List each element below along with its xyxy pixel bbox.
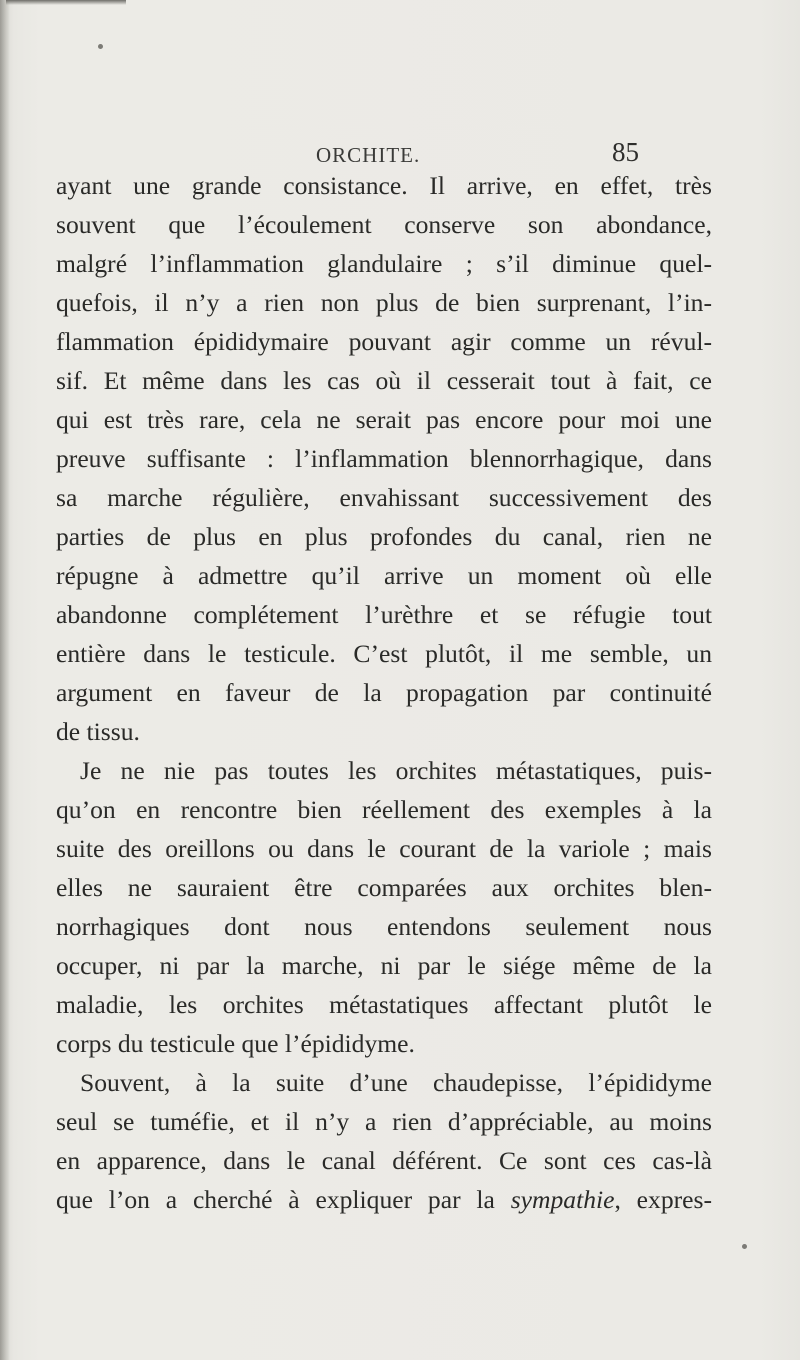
text-segment: que l’on a cherché à expliquer par la: [56, 1185, 511, 1214]
text-line: qu’on en rencontre bien réellement des exemples à la: [56, 795, 712, 824]
page-speck: [742, 1244, 747, 1249]
text-line: en apparence, dans le canal déférent. Ce sont ces cas-là: [56, 1146, 712, 1175]
text-line: de tissu.: [56, 717, 140, 746]
text-line: norrhagiques dont nous entendons seulement nous: [56, 912, 712, 941]
text-line: elles ne sauraient être comparées aux orchites blen-: [56, 873, 712, 902]
text-line: preuve suffisante : l’inflammation blennorrhagique, dans: [56, 444, 712, 473]
page-binding-edge: [0, 0, 10, 1360]
text-line: Souvent, à la suite d’une chaudepisse, l’épididyme: [80, 1068, 712, 1097]
text-line: corps du testicule que l’épididyme.: [56, 1029, 415, 1058]
text-line: quefois, il n’y a rien non plus de bien surprenant, l’in-: [56, 288, 712, 317]
page-number: 85: [612, 137, 639, 167]
text-line: sif. Et même dans les cas où il cesserait tout à fait, ce: [56, 366, 712, 395]
text-line: entière dans le testicule. C’est plutôt, il me semble, un: [56, 639, 712, 668]
text-line: suite des oreillons ou dans le courant de la variole ; mais: [56, 834, 712, 863]
text-line: Je ne nie pas toutes les orchites métastatiques, puis-: [80, 756, 712, 785]
text-line: sa marche régulière, envahissant successivement des: [56, 483, 712, 512]
text-line: abandonne complétement l’urèthre et se réfugie tout: [56, 600, 712, 629]
page-speck: [98, 44, 103, 49]
text-line: malgré l’inflammation glandulaire ; s’il diminue quel-: [56, 249, 712, 278]
text-line: parties de plus en plus profondes du canal, rien ne: [56, 522, 712, 551]
text-line: qui est très rare, cela ne serait pas encore pour moi une: [56, 405, 712, 434]
text-line: souvent que l’écoulement conserve son abondance,: [56, 210, 712, 239]
italic-term: sympathie: [510, 1185, 615, 1214]
text-line: argument en faveur de la propagation par continuité: [56, 678, 712, 707]
text-line-with-italic: [56, 1180, 712, 1219]
text-line: maladie, les orchites métastatiques affectant plutôt le: [56, 990, 712, 1019]
text-segment: , expres-: [614, 1185, 712, 1214]
text-line: répugne à admettre qu’il arrive un moment où elle: [56, 561, 712, 590]
page-top-shadow: [6, 0, 126, 5]
body-text: [56, 166, 712, 1219]
text-line: seul se tuméfie, et il n’y a rien d’appréciable, au moins: [56, 1107, 712, 1136]
running-title: ORCHITE.: [316, 143, 421, 167]
text-line: occuper, ni par la marche, ni par le siége même de la: [56, 951, 712, 980]
text-line: flammation épididymaire pouvant agir comme un révul-: [56, 327, 712, 356]
text-line: ayant une grande consistance. Il arrive, en effet, très: [56, 171, 712, 200]
